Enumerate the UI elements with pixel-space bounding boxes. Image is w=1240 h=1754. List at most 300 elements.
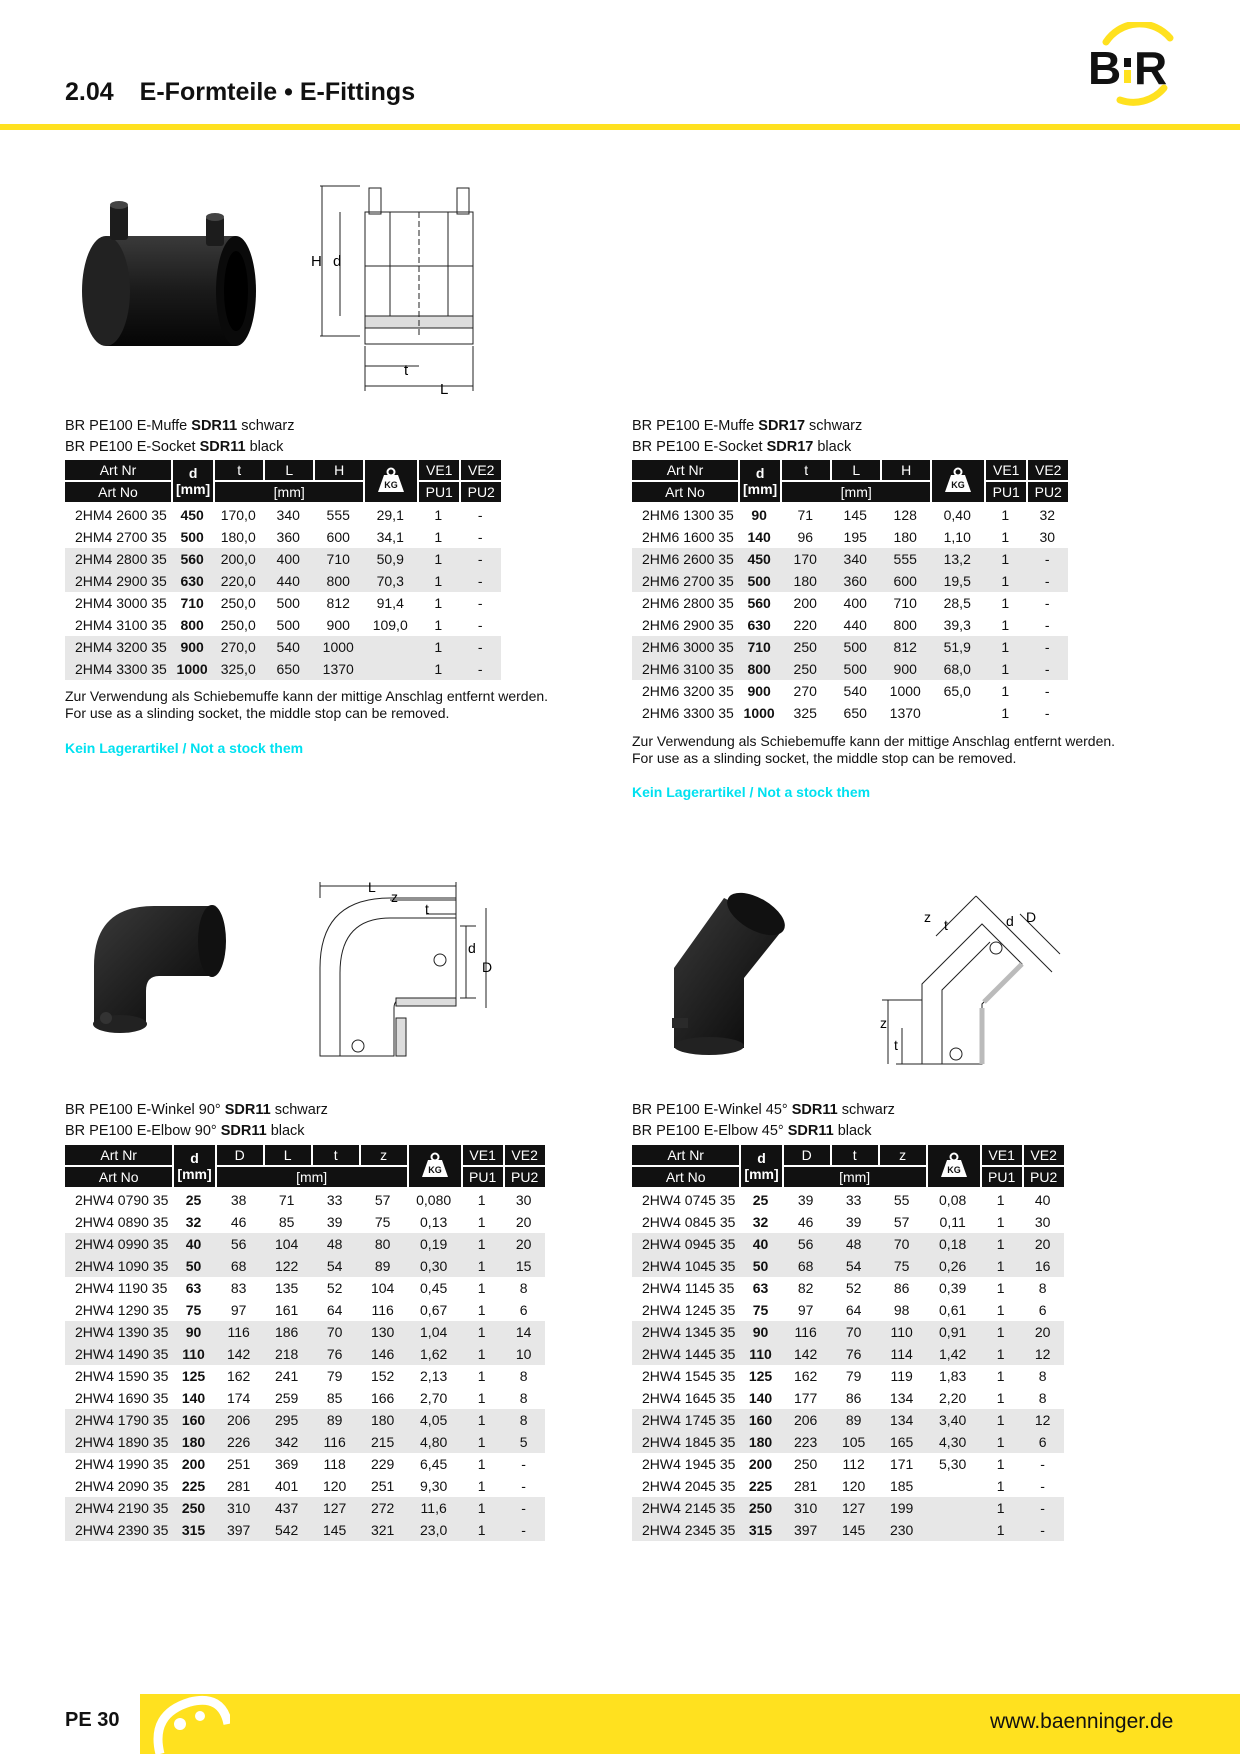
table-cell: 180 — [359, 1409, 407, 1431]
table-cell: 2HM6 1300 35 — [642, 507, 734, 523]
table-row — [632, 1475, 1064, 1497]
dim-label-z: z — [391, 889, 398, 905]
table-cell: 250 — [780, 658, 830, 680]
weight-icon — [938, 1152, 970, 1178]
table-cell: - — [521, 1478, 526, 1494]
elbow90-drawing — [316, 878, 496, 1058]
table-cell: 1 — [417, 548, 459, 570]
table-cell: 2HM6 2900 35 — [642, 617, 734, 633]
dim-label-L: L — [440, 381, 449, 396]
table-cell: 710 — [738, 636, 780, 658]
table-cell: 145 — [311, 1519, 359, 1541]
table-row — [632, 1277, 1064, 1299]
table-cell: 1 — [984, 570, 1026, 592]
table-cell: 32 — [185, 1214, 202, 1230]
table-cell: 180 — [739, 1431, 781, 1453]
col-dim: z — [878, 1145, 926, 1167]
table-row — [632, 570, 1068, 592]
table-cell: 28,5 — [943, 595, 971, 611]
table-cell: 542 — [263, 1519, 311, 1541]
table-cell: 1 — [477, 1192, 486, 1208]
table-row — [65, 526, 501, 548]
table-cell: - — [477, 595, 483, 611]
col-dim: t — [213, 460, 263, 482]
table-cell: 39 — [797, 1192, 814, 1208]
col-art-no: Art No — [632, 482, 738, 504]
table-cell: 116 — [311, 1431, 359, 1453]
table-cell: 0,39 — [939, 1280, 967, 1296]
table-cell: 250 — [739, 1497, 781, 1519]
table-row — [632, 614, 1068, 636]
stock-note-socket-sdr17: Kein Lagerartikel / Not a stock them — [632, 784, 871, 800]
website-link[interactable]: www.baenninger.de — [990, 1710, 1174, 1733]
table-cell: 250 — [172, 1497, 214, 1519]
table-cell: 70 — [311, 1321, 359, 1343]
col-art-nr: Art Nr — [632, 460, 738, 482]
table-cell: 63 — [752, 1280, 769, 1296]
table-cell: 650 — [843, 705, 867, 721]
table-cell: 8 — [519, 1368, 528, 1384]
table-cell: 8 — [1038, 1280, 1047, 1296]
col-art-nr: Art Nr — [65, 460, 171, 482]
table-cell: 46 — [797, 1214, 814, 1230]
table-row — [632, 592, 1068, 614]
table-cell: 500 — [276, 595, 300, 611]
table-cell: 1 — [996, 1368, 1005, 1384]
col-weight — [407, 1145, 461, 1189]
table-cell: 52 — [326, 1280, 343, 1296]
table-cell: 8 — [519, 1390, 528, 1406]
table-cell: 2HW4 0890 35 — [75, 1214, 169, 1230]
col-weight — [930, 460, 984, 504]
table-cell: 64 — [845, 1302, 862, 1318]
table-cell: 6,45 — [420, 1456, 448, 1472]
table-cell: 33 — [845, 1192, 862, 1208]
table-cell: 800 — [180, 617, 204, 633]
table-cell: 206 — [782, 1409, 830, 1431]
table-cell: 50,9 — [363, 548, 417, 570]
brand-logo — [1086, 22, 1180, 106]
table-cell: 57 — [374, 1192, 391, 1208]
table-cell: 3,40 — [926, 1409, 980, 1431]
table-row — [65, 1255, 545, 1277]
table-cell: 23,0 — [407, 1519, 461, 1541]
table-cell: 116 — [371, 1302, 394, 1318]
table-cell: 2HM4 3200 35 — [65, 636, 171, 658]
col-mm-unit: [mm] — [215, 1167, 407, 1189]
table-cell: 250 — [780, 636, 830, 658]
table-cell: 1 — [1001, 529, 1010, 545]
table-cell: 90 — [751, 507, 767, 523]
col-ve2: VE2 — [459, 460, 501, 482]
table-cell: 70 — [830, 1321, 878, 1343]
dim-label-L: L — [368, 879, 376, 895]
table-cell: 0,26 — [926, 1255, 980, 1277]
table-cell: 40 — [1034, 1192, 1051, 1208]
table-cell: 75 — [752, 1302, 769, 1318]
table-cell: - — [1022, 1497, 1064, 1519]
col-ve1: VE1 — [980, 1145, 1022, 1167]
table-cell: 52 — [845, 1280, 862, 1296]
table-row — [65, 1299, 545, 1321]
table-cell: 2HW4 1245 35 — [642, 1302, 736, 1318]
table-cell: 1 — [996, 1280, 1005, 1296]
table-cell: 34,1 — [376, 529, 404, 545]
table-cell: 5 — [503, 1431, 545, 1453]
table-cell: 112 — [842, 1456, 865, 1472]
table-row — [65, 1497, 545, 1519]
table-cell: 1 — [1001, 507, 1010, 523]
table-cell: 75 — [185, 1302, 202, 1318]
table-cell: 272 — [359, 1497, 407, 1519]
dim-label-z: z — [924, 909, 931, 925]
table-cell: 122 — [263, 1255, 311, 1277]
table-row — [632, 1387, 1064, 1409]
table-cell: 54 — [311, 1255, 359, 1277]
table-cell: 215 — [359, 1431, 407, 1453]
table-cell: 20 — [503, 1233, 545, 1255]
table-row — [65, 1321, 545, 1343]
table-cell: 226 — [215, 1431, 263, 1453]
table-cell: 0,13 — [420, 1214, 448, 1230]
table-cell: 220 — [793, 617, 817, 633]
table-row — [65, 504, 501, 526]
dim-label-t-lower: t — [894, 1037, 898, 1053]
svg-text:KG: KG — [951, 479, 965, 490]
table-cell: - — [521, 1456, 526, 1472]
table-elbow45 — [632, 1145, 1064, 1541]
table-cell: 6 — [519, 1302, 528, 1318]
table-cell: 80 — [359, 1233, 407, 1255]
table-cell: 68 — [782, 1255, 830, 1277]
table-cell: 104 — [263, 1233, 311, 1255]
table-cell: 97 — [797, 1302, 814, 1318]
col-dim: z — [359, 1145, 407, 1167]
table-cell: 12 — [1022, 1343, 1064, 1365]
table-cell: 900 — [880, 658, 930, 680]
table-cell: 2HW4 2390 35 — [65, 1519, 172, 1541]
col-ve2: VE2 — [503, 1145, 545, 1167]
table-cell: - — [459, 658, 501, 680]
table-cell — [930, 702, 984, 724]
table-cell: 140 — [747, 529, 771, 545]
table-cell: 68,0 — [930, 658, 984, 680]
socket-photo — [76, 196, 266, 376]
col-dim: D — [782, 1145, 830, 1167]
table-cell: 2HW4 1345 35 — [632, 1321, 739, 1343]
table-cell: 70,3 — [363, 570, 417, 592]
col-d: d [mm] — [171, 460, 213, 504]
table-cell: 2HM4 2900 35 — [65, 570, 171, 592]
spec-table — [632, 1145, 1064, 1541]
table-cell: 2HW4 1745 35 — [632, 1409, 739, 1431]
col-pu1: PU1 — [980, 1167, 1022, 1189]
table-header-row — [65, 482, 501, 504]
table-cell: 1 — [434, 617, 443, 633]
table-cell: 20 — [515, 1214, 532, 1230]
table-header-row — [632, 460, 1068, 482]
table-socket-sdr17 — [632, 460, 1068, 724]
table-cell: 160 — [172, 1409, 214, 1431]
table-cell: 125 — [748, 1368, 773, 1384]
table-cell: 0,18 — [926, 1233, 980, 1255]
table-cell: 540 — [263, 636, 313, 658]
table-cell: 2HW4 2090 35 — [75, 1478, 169, 1494]
table-row — [632, 1211, 1064, 1233]
table-cell: 500 — [830, 636, 880, 658]
col-ve1: VE1 — [984, 460, 1026, 482]
col-d: d [mm] — [738, 460, 780, 504]
table-cell: 900 — [747, 683, 771, 699]
table-cell: 2HW4 1145 35 — [642, 1280, 735, 1296]
table-cell: 1 — [996, 1302, 1005, 1318]
table-cell: 560 — [171, 548, 213, 570]
table-cell: 56 — [215, 1233, 263, 1255]
table-cell: 50 — [172, 1255, 214, 1277]
table-cell: 251 — [226, 1456, 251, 1472]
table-cell: 1 — [980, 1409, 1022, 1431]
table-cell: 8 — [503, 1409, 545, 1431]
table-cell: 2HM6 2700 35 — [632, 570, 738, 592]
table-cell: 2HW4 1890 35 — [65, 1431, 172, 1453]
table-cell: 2,70 — [420, 1390, 448, 1406]
table-cell: - — [1044, 705, 1050, 721]
dim-label-t: t — [944, 917, 948, 933]
table-cell: 229 — [370, 1456, 395, 1472]
table-cell: 32 — [752, 1214, 769, 1230]
spec-table — [65, 1145, 545, 1541]
table-cell: - — [1026, 636, 1068, 658]
table-cell: 2HW4 1045 35 — [632, 1255, 739, 1277]
table-cell: - — [477, 617, 483, 633]
table-cell: 171 — [889, 1456, 914, 1472]
table-cell: 96 — [797, 529, 814, 545]
table-cell: 2HW4 1945 35 — [642, 1456, 736, 1472]
table-row — [632, 526, 1068, 548]
table-cell: 186 — [263, 1321, 311, 1343]
table-cell: 2HM6 2600 35 — [632, 548, 738, 570]
table-cell: 0,45 — [420, 1280, 448, 1296]
table-cell: 0,08 — [939, 1192, 967, 1208]
table-cell: 33 — [326, 1192, 343, 1208]
table-cell: 2HM6 3200 35 — [642, 683, 734, 699]
table-cell: 2HW4 1190 35 — [75, 1280, 168, 1296]
table-cell: 40 — [172, 1233, 214, 1255]
table-row — [65, 1189, 545, 1211]
table-header-row — [632, 482, 1068, 504]
table-cell: 0,30 — [407, 1255, 461, 1277]
table-cell: 812 — [326, 595, 350, 611]
table-row — [65, 1431, 545, 1453]
table-cell: 46 — [230, 1214, 247, 1230]
page-title — [65, 78, 415, 107]
table-cell: 1 — [477, 1214, 486, 1230]
dim-label-d: d — [333, 253, 342, 270]
table-cell: 79 — [845, 1368, 862, 1384]
table-cell: 142 — [215, 1343, 263, 1365]
table-cell: 2HW4 1390 35 — [65, 1321, 172, 1343]
table-cell: 40 — [739, 1233, 781, 1255]
table-cell: 2HM6 3300 35 — [642, 705, 734, 721]
table-cell: 134 — [878, 1409, 926, 1431]
weight-icon — [419, 1152, 451, 1178]
footer-brand-mark — [150, 1694, 230, 1754]
table-cell: 2,20 — [939, 1390, 967, 1406]
table-cell: 397 — [215, 1519, 263, 1541]
table-cell: 1 — [996, 1192, 1005, 1208]
table-cell: 128 — [893, 507, 917, 523]
table-cell: 75 — [374, 1214, 391, 1230]
table-cell: 2HW4 1545 35 — [642, 1368, 736, 1384]
table-row — [65, 1233, 545, 1255]
col-dim: t — [830, 1145, 878, 1167]
table-cell: 321 — [359, 1519, 407, 1541]
table-cell: 710 — [893, 595, 917, 611]
table-cell: 206 — [215, 1409, 263, 1431]
table-cell: 2,13 — [420, 1368, 448, 1384]
table-cell: 75 — [878, 1255, 926, 1277]
table-row — [65, 658, 501, 680]
table-cell: 71 — [797, 507, 814, 523]
table-row — [65, 570, 501, 592]
col-pu2: PU2 — [459, 482, 501, 504]
table-cell: - — [459, 570, 501, 592]
table-cell: 200 — [181, 1456, 206, 1472]
svg-text:KG: KG — [946, 1164, 961, 1175]
table-cell: 225 — [748, 1478, 773, 1494]
table-row — [632, 636, 1068, 658]
table-cell: 630 — [171, 570, 213, 592]
col-mm-unit: [mm] — [213, 482, 363, 504]
table-cell: 39 — [326, 1214, 343, 1230]
table-cell: 900 — [326, 617, 350, 633]
table-cell: 1 — [980, 1343, 1022, 1365]
table-cell: 29,1 — [376, 507, 404, 523]
table-cell — [363, 658, 417, 680]
table-cell: 48 — [830, 1233, 878, 1255]
table-cell: 85 — [326, 1390, 343, 1406]
table-cell — [926, 1519, 980, 1541]
table-cell: 2HW4 2345 35 — [632, 1519, 739, 1541]
table-cell: 500 — [830, 658, 880, 680]
table-cell: 2HW4 2190 35 — [65, 1497, 172, 1519]
table-cell: 2HW4 0745 35 — [642, 1192, 736, 1208]
table-cell: 4,05 — [407, 1409, 461, 1431]
table-cell: 650 — [263, 658, 313, 680]
table-cell: 900 — [171, 636, 213, 658]
table-cell: 1 — [434, 595, 443, 611]
svg-text:B: B — [1088, 42, 1122, 94]
elbow45-drawing — [872, 888, 1072, 1068]
table-cell: 70 — [878, 1233, 926, 1255]
table-cell: 145 — [843, 507, 867, 523]
spec-table — [632, 460, 1068, 724]
table-cell — [363, 636, 417, 658]
table-cell: 218 — [263, 1343, 311, 1365]
table-cell: 127 — [830, 1497, 878, 1519]
table-cell: 2HM4 3000 35 — [75, 595, 167, 611]
table-row — [65, 1343, 545, 1365]
table-cell: 630 — [747, 617, 771, 633]
table-cell: 8 — [1038, 1368, 1047, 1384]
col-ve1: VE1 — [461, 1145, 503, 1167]
table-cell: 180 — [172, 1431, 214, 1453]
table-row — [632, 1233, 1064, 1255]
table-row — [632, 658, 1068, 680]
table-cell: 180 — [780, 570, 830, 592]
table-cell: 500 — [738, 570, 780, 592]
col-ve1: VE1 — [417, 460, 459, 482]
table-cell: 2HW4 1090 35 — [65, 1255, 172, 1277]
table-cell: 14 — [503, 1321, 545, 1343]
caption-socket-sdr17: BR PE100 E-Muffe SDR17 schwarz BR PE100 E-Socket SDR17 black — [632, 418, 863, 455]
table-cell: 2HW4 1645 35 — [642, 1390, 736, 1406]
table-row — [632, 1321, 1064, 1343]
table-cell: 130 — [359, 1321, 407, 1343]
table-cell: 325,0 — [213, 658, 263, 680]
table-cell: 1 — [417, 636, 459, 658]
table-cell: 342 — [263, 1431, 311, 1453]
table-cell: 180 — [893, 529, 917, 545]
table-cell: 440 — [263, 570, 313, 592]
col-dim: H — [313, 460, 363, 482]
table-cell: 500 — [180, 529, 204, 545]
table-row — [632, 1343, 1064, 1365]
table-cell: 250 — [793, 1456, 818, 1472]
table-cell: 1 — [996, 1478, 1005, 1494]
table-row — [632, 504, 1068, 526]
elbow45-photo — [664, 888, 800, 1058]
table-cell: 119 — [890, 1368, 913, 1384]
table-cell: - — [1022, 1519, 1064, 1541]
table-cell: 1 — [461, 1233, 503, 1255]
table-cell: 162 — [793, 1368, 818, 1384]
table-cell: 1000 — [889, 683, 921, 699]
col-weight — [926, 1145, 980, 1189]
col-art-nr: Art Nr — [632, 1145, 739, 1167]
table-cell: 91,4 — [376, 595, 404, 611]
table-cell: 15 — [503, 1255, 545, 1277]
table-cell: 110 — [172, 1343, 214, 1365]
table-cell: 315 — [739, 1519, 781, 1541]
table-cell: 2HW4 0990 35 — [65, 1233, 172, 1255]
table-cell: 1 — [477, 1390, 486, 1406]
table-cell: 90 — [739, 1321, 781, 1343]
col-art-nr: Art Nr — [65, 1145, 172, 1167]
table-cell: 57 — [893, 1214, 910, 1230]
table-cell: 259 — [274, 1390, 299, 1406]
table-cell: 0,91 — [926, 1321, 980, 1343]
table-cell: 177 — [793, 1390, 818, 1406]
table-cell: 0,67 — [420, 1302, 448, 1318]
table-cell: 710 — [180, 595, 204, 611]
table-cell: 2HW4 1490 35 — [65, 1343, 172, 1365]
header-rule — [0, 124, 1240, 130]
table-cell: 1 — [980, 1233, 1022, 1255]
table-cell: 1000 — [313, 636, 363, 658]
table-cell: 8 — [519, 1280, 528, 1296]
table-cell: 140 — [181, 1390, 206, 1406]
col-d: d [mm] — [739, 1145, 781, 1189]
table-cell: 555 — [880, 548, 930, 570]
table-cell: 600 — [326, 529, 350, 545]
table-cell: 1 — [477, 1302, 486, 1318]
table-cell: 1 — [434, 507, 443, 523]
table-header-row — [632, 1145, 1064, 1167]
table-cell: - — [477, 529, 483, 545]
table-row — [632, 1431, 1064, 1453]
table-cell: 310 — [215, 1497, 263, 1519]
